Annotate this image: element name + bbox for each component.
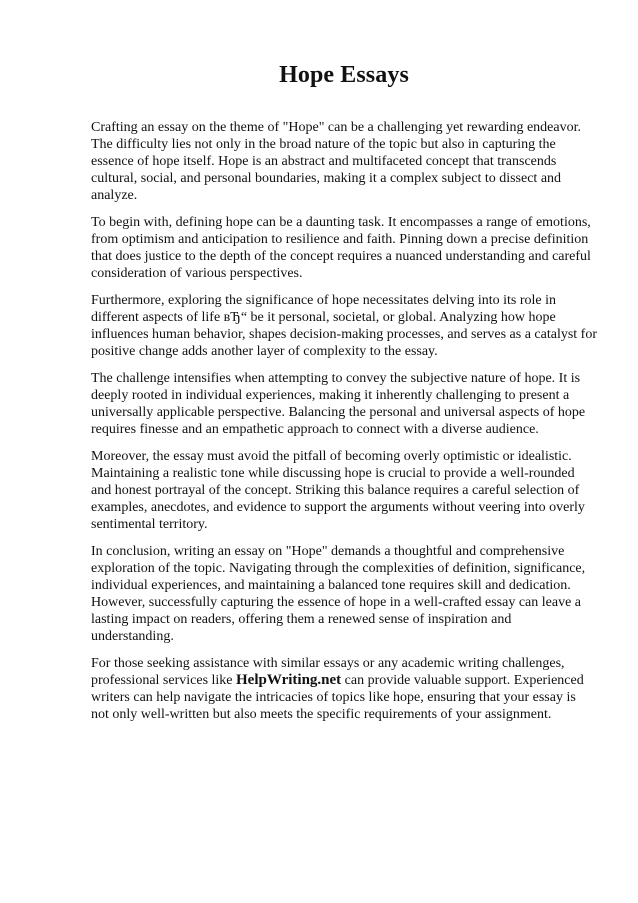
paragraph-6: In conclusion, writing an essay on "Hope" demands a thoughtful and comprehensive exploration of the topic. Navigating through the complexities of definition, significance, individual experiences, and maintaining a balanced tone requires skill and dedication. However, successfully capturing the essence of hope in a well-crafted essay can leave a lasting impact on readers, offering them a renewed sense of inspiration and understanding. bbox=[91, 544, 586, 644]
document-title: Hope Essays bbox=[279, 62, 409, 88]
paragraph-5: Moreover, the essay must avoid the pitfall of becoming overly optimistic or idealistic. Maintaining a realistic tone while discussing hope is crucial to provide a well-rounded and honest portrayal of the concept. Striking this balance requires a careful selection of examples, anecdotes, and evidence to support the arguments without veering into overly sentimental territory. bbox=[91, 449, 585, 532]
paragraph-7 bbox=[91, 655, 597, 723]
paragraph-7-before: For those seeking assistance with similar essays or any academic writing challenges, professional services like bbox=[91, 656, 565, 688]
brand-name: HelpWriting.net bbox=[236, 672, 342, 688]
paragraph-1: Crafting an essay on the theme of "Hope" can be a challenging yet rewarding endeavor. The difficulty lies not only in the broad nature of the topic but also in capturing the essence of hope itself. Hope is an abstract and multifaceted concept that transcends cultural, social, and personal boundaries, making it a complex subject to dissect and analyze. bbox=[91, 120, 581, 203]
paragraph-7-after: can provide valuable support. Experienced writers can help navigate the intricacies of topics like hope, ensuring that your essay is not only well-written but also meets the specific requirements of your assignment. bbox=[91, 673, 584, 722]
paragraph-3: Furthermore, exploring the significance of hope necessitates delving into its role in different aspects of life вЂ“ be it personal, societal, or global. Analyzing how hope influences human behavior, shapes decision-making processes, and serves as a catalyst for positive change adds another layer of complexity to the essay. bbox=[91, 293, 597, 359]
document-page bbox=[91, 62, 597, 733]
paragraph-2: To begin with, defining hope can be a daunting task. It encompasses a range of emotions, from optimism and anticipation to resilience and faith. Pinning down a precise definition that does justice to the depth of the concept requires a nuanced understanding and careful consideration of various perspectives. bbox=[91, 215, 591, 281]
paragraph-4: The challenge intensifies when attempting to convey the subjective nature of hope. It is deeply rooted in individual experiences, making it inherently challenging to present a universally applicable perspective. Balancing the personal and universal aspects of hope requires finesse and an empathetic approach to connect with a diverse audience. bbox=[91, 371, 586, 437]
